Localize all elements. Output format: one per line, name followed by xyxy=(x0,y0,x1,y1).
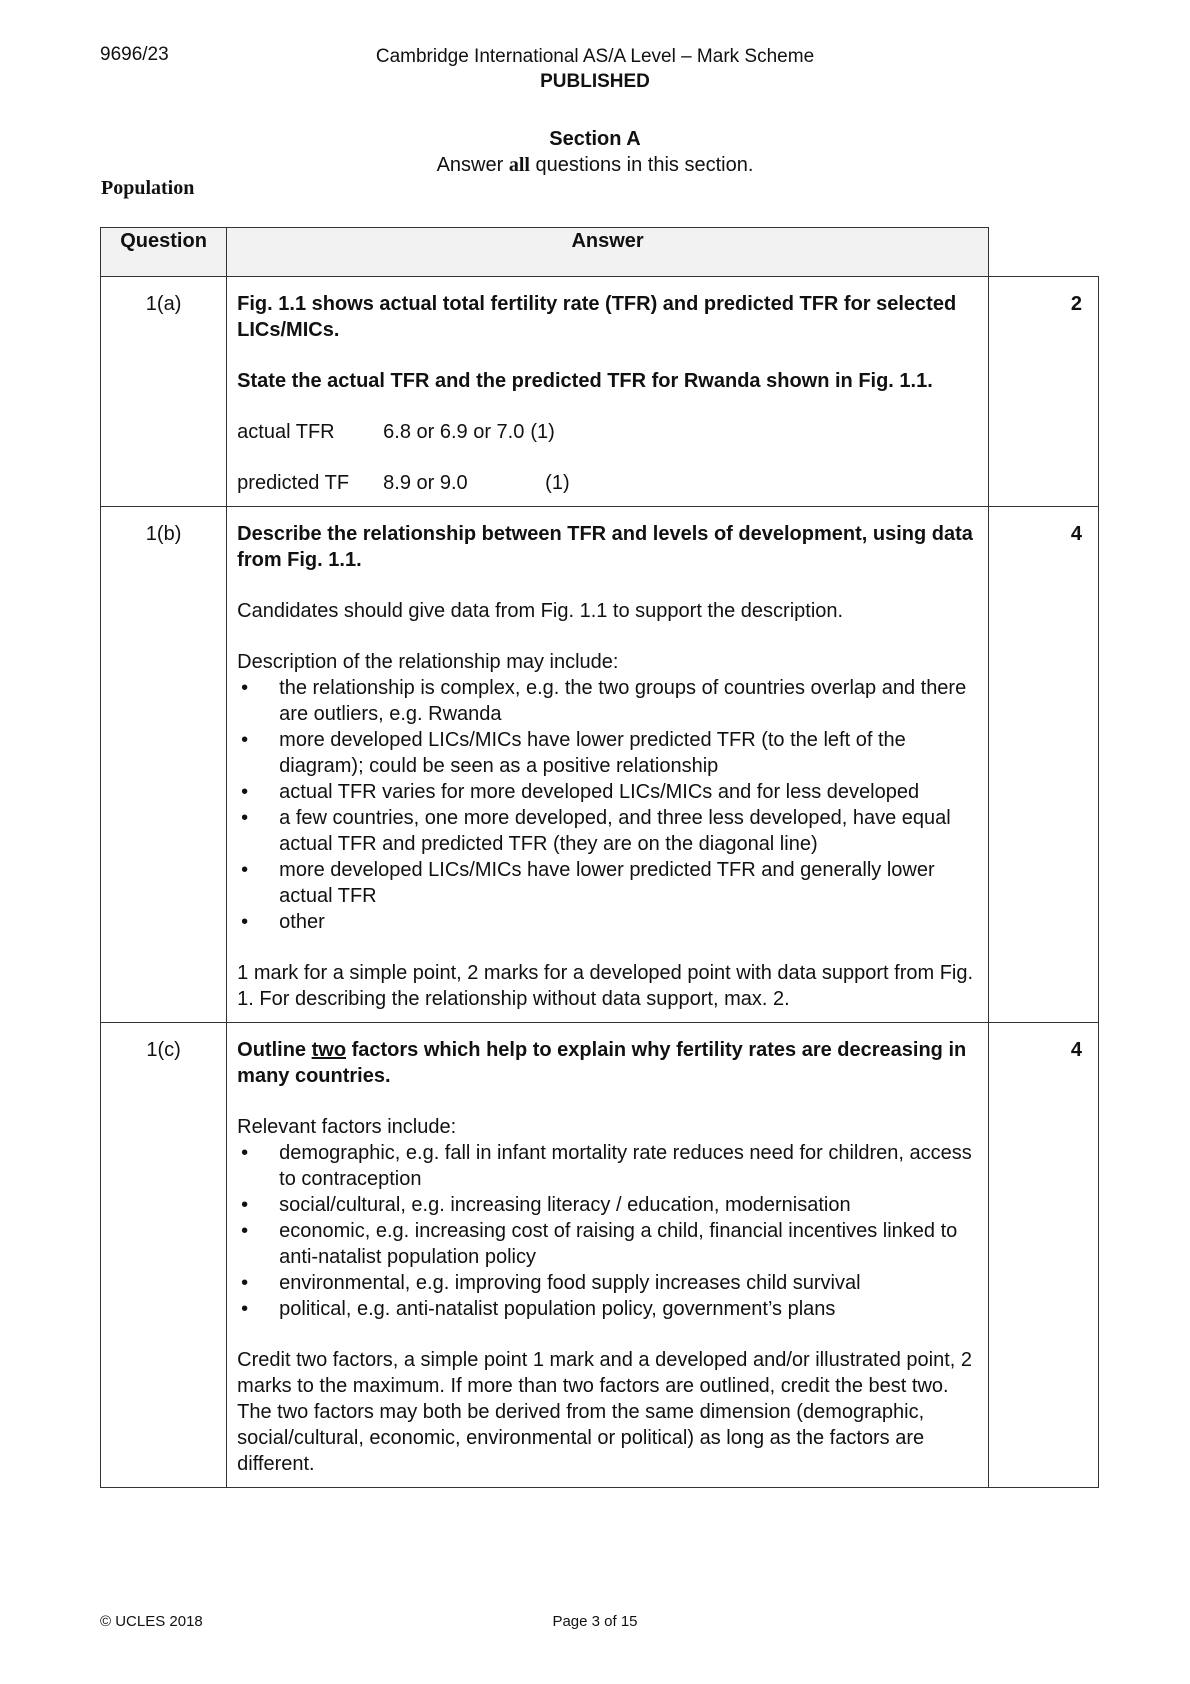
question-number: 1(b) xyxy=(101,507,227,1023)
list-item: • social/cultural, e.g. increasing literacy / education, modernisation xyxy=(237,1192,978,1218)
answer-label: predicted TF xyxy=(237,472,350,494)
section-title: Section A xyxy=(549,128,641,150)
list-item: • economic, e.g. increasing cost of raising a child, financial incentives linked to anti-natalist population policy xyxy=(237,1218,978,1270)
published-label: PUBLISHED xyxy=(540,71,650,92)
answer-cell xyxy=(227,1023,989,1488)
marks-value: 4 xyxy=(989,1023,1099,1488)
prompt-text-end: factors which help to explain why fertility rates are decreasing in many countries. xyxy=(237,1039,967,1087)
topic-heading: Population xyxy=(101,177,195,199)
question-prompt xyxy=(237,1037,978,1089)
table-row xyxy=(101,277,1099,507)
table-header-row xyxy=(101,228,1099,277)
guidance-text: Candidates should give data from Fig. 1.1 to support the description. xyxy=(237,600,844,622)
question-prompt: State the actual TFR and the predicted TFR for Rwanda shown in Fig. 1.1. xyxy=(237,370,933,392)
list-item: • the relationship is complex, e.g. the two groups of countries overlap and there are outliers, e.g. Rwanda xyxy=(237,675,978,727)
paper-code: 9696/23 xyxy=(100,44,169,65)
list-item: • more developed LICs/MICs have lower predicted TFR (to the left of the diagram); could be seen as a positive relationship xyxy=(237,727,978,779)
mark-scheme-table xyxy=(100,227,1099,1488)
list-item: • demographic, e.g. fall in infant mortality rate reduces need for children, access to contraception xyxy=(237,1140,978,1192)
answer-mark: (1) xyxy=(530,421,555,443)
list-item: • more developed LICs/MICs have lower predicted TFR and generally lower actual TFR xyxy=(237,857,978,909)
instruction-emphasis: all xyxy=(508,154,530,176)
answer-cell xyxy=(227,507,989,1023)
answer-value: 6.8 or 6.9 or 7.0 xyxy=(383,421,525,443)
section-heading xyxy=(0,126,1190,178)
instruction-text: Answer xyxy=(436,154,509,176)
list-item: • other xyxy=(237,909,978,935)
prompt-text: Outline xyxy=(237,1039,312,1061)
question-number: 1(a) xyxy=(101,277,227,507)
table-row xyxy=(101,1023,1099,1488)
column-header-answer: Answer xyxy=(227,228,989,277)
list-intro: Description of the relationship may include: xyxy=(237,651,619,673)
section-instruction xyxy=(0,152,1190,178)
list-intro: Relevant factors include: xyxy=(237,1116,457,1138)
list-item: • a few countries, one more developed, and three less developed, have equal actual TFR and predicted TFR (they are on the diagonal line) xyxy=(237,805,978,857)
copyright-notice: © UCLES 2018 xyxy=(100,1613,203,1630)
marks-value: 2 xyxy=(989,277,1099,507)
list-item: • actual TFR varies for more developed LICs/MICs and for less developed xyxy=(237,779,978,805)
answer-pair xyxy=(237,470,978,496)
question-number: 1(c) xyxy=(101,1023,227,1488)
list-item: • environmental, e.g. improving food supply increases child survival xyxy=(237,1270,978,1296)
marks-value: 4 xyxy=(989,507,1099,1023)
document-title: Cambridge International AS/A Level – Mark Scheme xyxy=(375,46,815,67)
column-header-question: Question xyxy=(101,228,227,277)
column-header-marks xyxy=(989,228,1099,277)
answer-value: 8.9 or 9.0 xyxy=(383,472,468,494)
list-item: • political, e.g. anti-natalist population policy, government’s plans xyxy=(237,1296,978,1322)
answer-label: actual TFR xyxy=(237,421,335,443)
marking-guidance: 1 mark for a simple point, 2 marks for a developed point with data support from Fig. 1. For describing the relationship without data support, max. 2. xyxy=(237,962,974,1010)
bullet-list xyxy=(237,675,978,935)
answer-cell xyxy=(227,277,989,507)
bullet-list xyxy=(237,1140,978,1322)
marking-guidance: Credit two factors, a simple point 1 mark and a developed and/or illustrated point, 2 marks to the maximum. If more than two factors are outlined, credit the best two. The two factors may both be derived from the same dimension (demographic, social/cultural, economic, environmental or political) as long as the factors are different. xyxy=(237,1349,972,1475)
answer-pair xyxy=(237,419,978,445)
instruction-text-end: questions in this section. xyxy=(529,154,754,176)
prompt-underlined: two xyxy=(311,1039,347,1061)
question-prompt: Fig. 1.1 shows actual total fertility rate (TFR) and predicted TFR for selected LICs/MICs. xyxy=(237,293,957,341)
document-header xyxy=(0,44,1190,94)
answer-mark: (1) xyxy=(545,472,570,494)
table-row xyxy=(101,507,1099,1023)
page-number: Page 3 of 15 xyxy=(552,1613,638,1630)
question-prompt: Describe the relationship between TFR and levels of development, using data from Fig. 1.1. xyxy=(237,523,973,571)
